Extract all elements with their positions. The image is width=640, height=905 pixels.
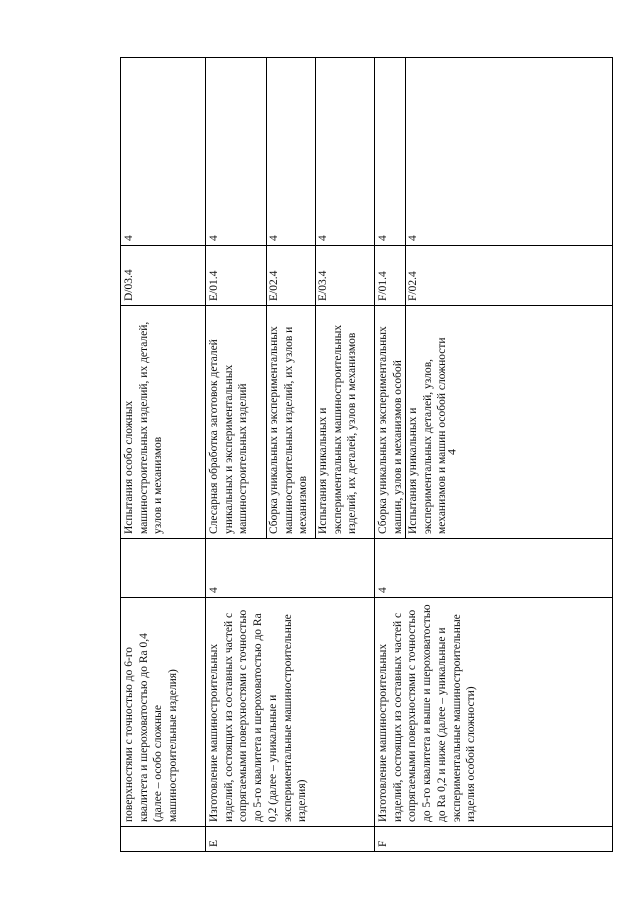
labor-function-name: Испытания особо сложных машиностроительных изделий, их деталей, узлов и механизмов xyxy=(123,321,165,534)
labor-function-name: Сборка уникальных и экспериментальных машиностроительных изделий, их узлов и механизмов xyxy=(268,326,310,534)
table-row-e xyxy=(206,58,375,851)
qualification-level: 4 xyxy=(208,587,220,593)
labor-function-code: E/03.4 xyxy=(317,270,329,301)
generalized-function-code: E xyxy=(208,839,220,847)
labor-function-name: Сборка уникальных и экспериментальных машин, узлов и механизмов особой xyxy=(377,326,404,534)
sublevel-value: 4 xyxy=(268,235,280,241)
labor-function-code: E/01.4 xyxy=(208,270,220,301)
labor-function-code: F/02.4 xyxy=(407,271,419,301)
labor-function-code: F/01.4 xyxy=(377,271,389,301)
generalized-function-name: поверхностями с точностью до 6-го квалитета и шероховатостью до Ra 0,4 (далее – особо сложные машиностроительные изделия) xyxy=(123,633,180,822)
sublevel-value: 4 xyxy=(123,235,135,241)
sublevel-value: 4 xyxy=(377,235,389,241)
sublevel-value: 4 xyxy=(407,235,419,241)
labor-function-code: D/03.4 xyxy=(123,269,135,301)
sublevel-value: 4 xyxy=(208,235,220,241)
labor-function-code: E/02.4 xyxy=(268,270,280,301)
functions-table xyxy=(120,57,613,852)
labor-function-name: Слесарная обработка заготовок деталей уникальных и экспериментальных машиностроительных изделий xyxy=(208,339,250,534)
table-row-f xyxy=(375,58,614,851)
generalized-function-code: F xyxy=(377,840,389,847)
generalized-function-name: Изготовление машиностроительных изделий, состоящих из составных частей с сопрягаемыми поверхностями с точностью до 5-го квалитета и шероховатостью до Ra 0,2 (далее – уникальные и экспериментальные машиностроительные изделия) xyxy=(208,609,309,822)
qualification-level: 4 xyxy=(377,587,389,593)
sublevel-value: 4 xyxy=(317,235,329,241)
page-number: 4 xyxy=(444,449,459,455)
table-row-d xyxy=(121,58,206,851)
labor-function-name: Испытания уникальных и экспериментальных деталей, узлов, механизмов и машин особой сложности xyxy=(407,337,449,534)
generalized-function-name: Изготовление машиностроительных изделий, состоящих из составных частей с сопрягаемыми поверхностями с точностью до 5-го квалитета и выше и шероховатостью до Ra 0,2 и ниже (далее – уникальные и экспериментальные машиностроительные изделия особой сложности) xyxy=(377,604,478,822)
labor-function-name: Испытания уникальных и экспериментальных машиностроительных изделий, их деталей, узлов и механизмов xyxy=(317,324,359,534)
